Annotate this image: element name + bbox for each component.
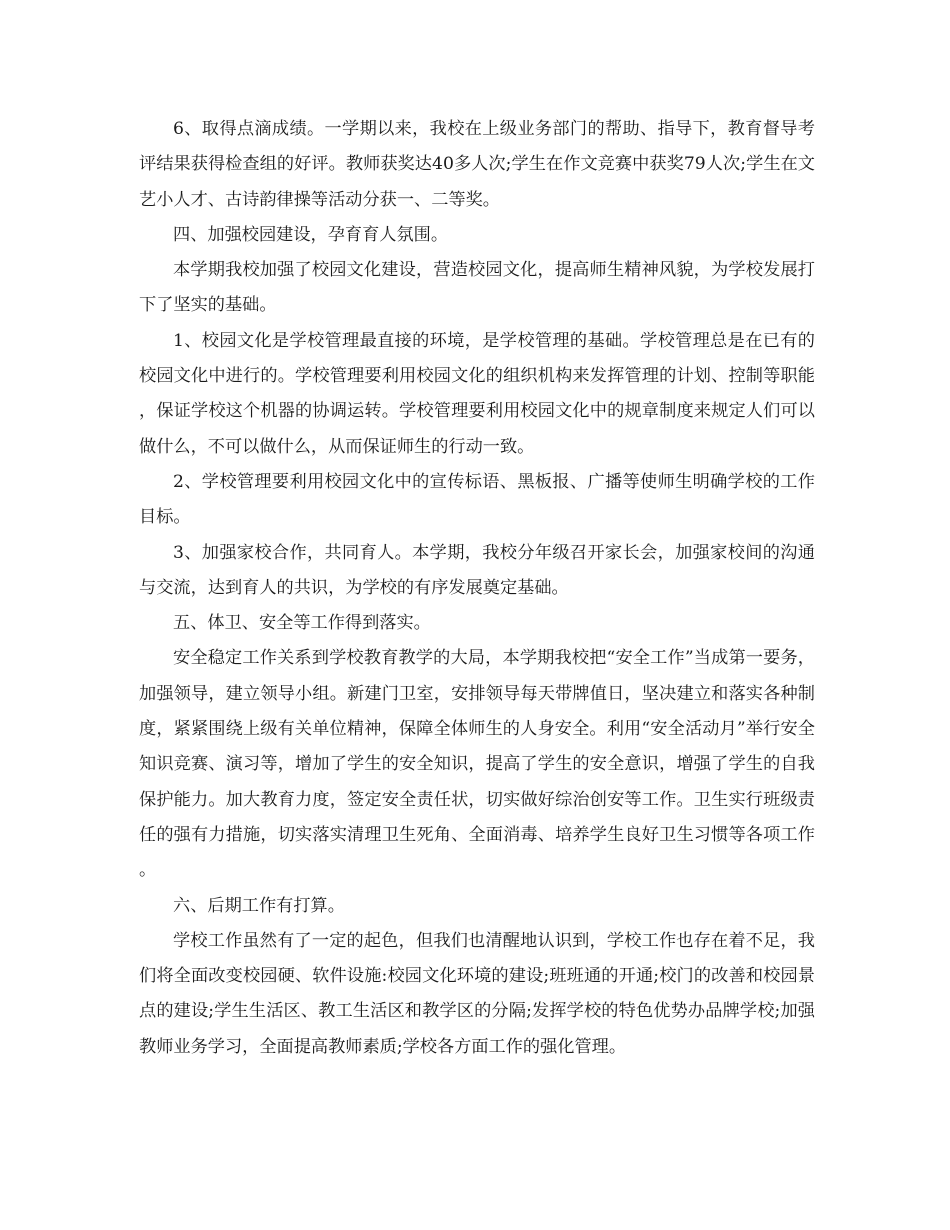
paragraph-future-plans: 学校工作虽然有了一定的起色，但我们也清醒地认识到，学校工作也存在着不足，我们将全面改变校园硬、软件设施:校园文化环境的建设;班班通的开通;校门的改善和校园景点的建设;学生生活区、教工生活区和教学区的分隔;发挥学校的特色优势办品牌学校;加强教师业务学习，全面提高教师素质;学校各方面工作的强化管理。 [139,930,815,1057]
paragraph-publicity-goals: 2、学校管理要利用校园文化中的宣传标语、黑板报、广播等使师生明确学校的工作目标。 [139,471,815,528]
heading-campus-construction: 四、加强校园建设，孕育育人氛围。 [173,224,449,245]
heading-future-plans: 六、后期工作有打算。 [173,895,345,916]
paragraph-safety-work: 安全稳定工作关系到学校教育教学的大局，本学期我校把“安全工作”当成第一要务，加强领导，建立领导小组。新建门卫室，安排领导每天带牌值日，坚决建立和落实各种制度，紧紧围绕上级有关单位精神，保障全体师生的人身安全。利用“安全活动月”举行安全知识竞赛、演习等，增加了学生的安全知识，提高了学生的安全意识，增强了学生的自我保护能力。加大教育力度，签定安全责任状，切实做好综治创安等工作。卫生实行班级责任的强有力措施，切实落实清理卫生死角、全面消毒、培养学生良好卫生习惯等各项工作。 [139,648,815,881]
paragraph-campus-culture-intro: 本学期我校加强了校园文化建设，营造校园文化，提高师生精神风貌，为学校发展打下了坚实的基础。 [139,260,815,316]
paragraph-home-school-cooperation: 3、加强家校合作，共同育人。本学期，我校分年级召开家长会，加强家校间的沟通与交流，达到育人的共识，为学校的有序发展奠定基础。 [139,542,815,598]
paragraph-achievements: 6、取得点滴成绩。一学期以来，我校在上级业务部门的帮助、指导下，教育督导考评结果获得检查组的好评。教师获奖达40多人次;学生在作文竞赛中获奖79人次;学生在文艺小人才、古诗韵律操等活动分获一、二等奖。 [139,119,815,210]
paragraph-campus-culture-management: 1、校园文化是学校管理最直接的环境，是学校管理的基础。学校管理总是在已有的校园文化中进行的。学校管理要利用校园文化的组织机构来发挥管理的计划、控制等职能，保证学校这个机器的协调运转。学校管理要利用校园文化中的规章制度来规定人们可以做什么，不可以做什么，从而保证师生的行动一致。 [139,330,815,457]
document-body [139,112,815,1065]
heading-health-safety: 五、体卫、安全等工作得到落实。 [173,613,431,634]
